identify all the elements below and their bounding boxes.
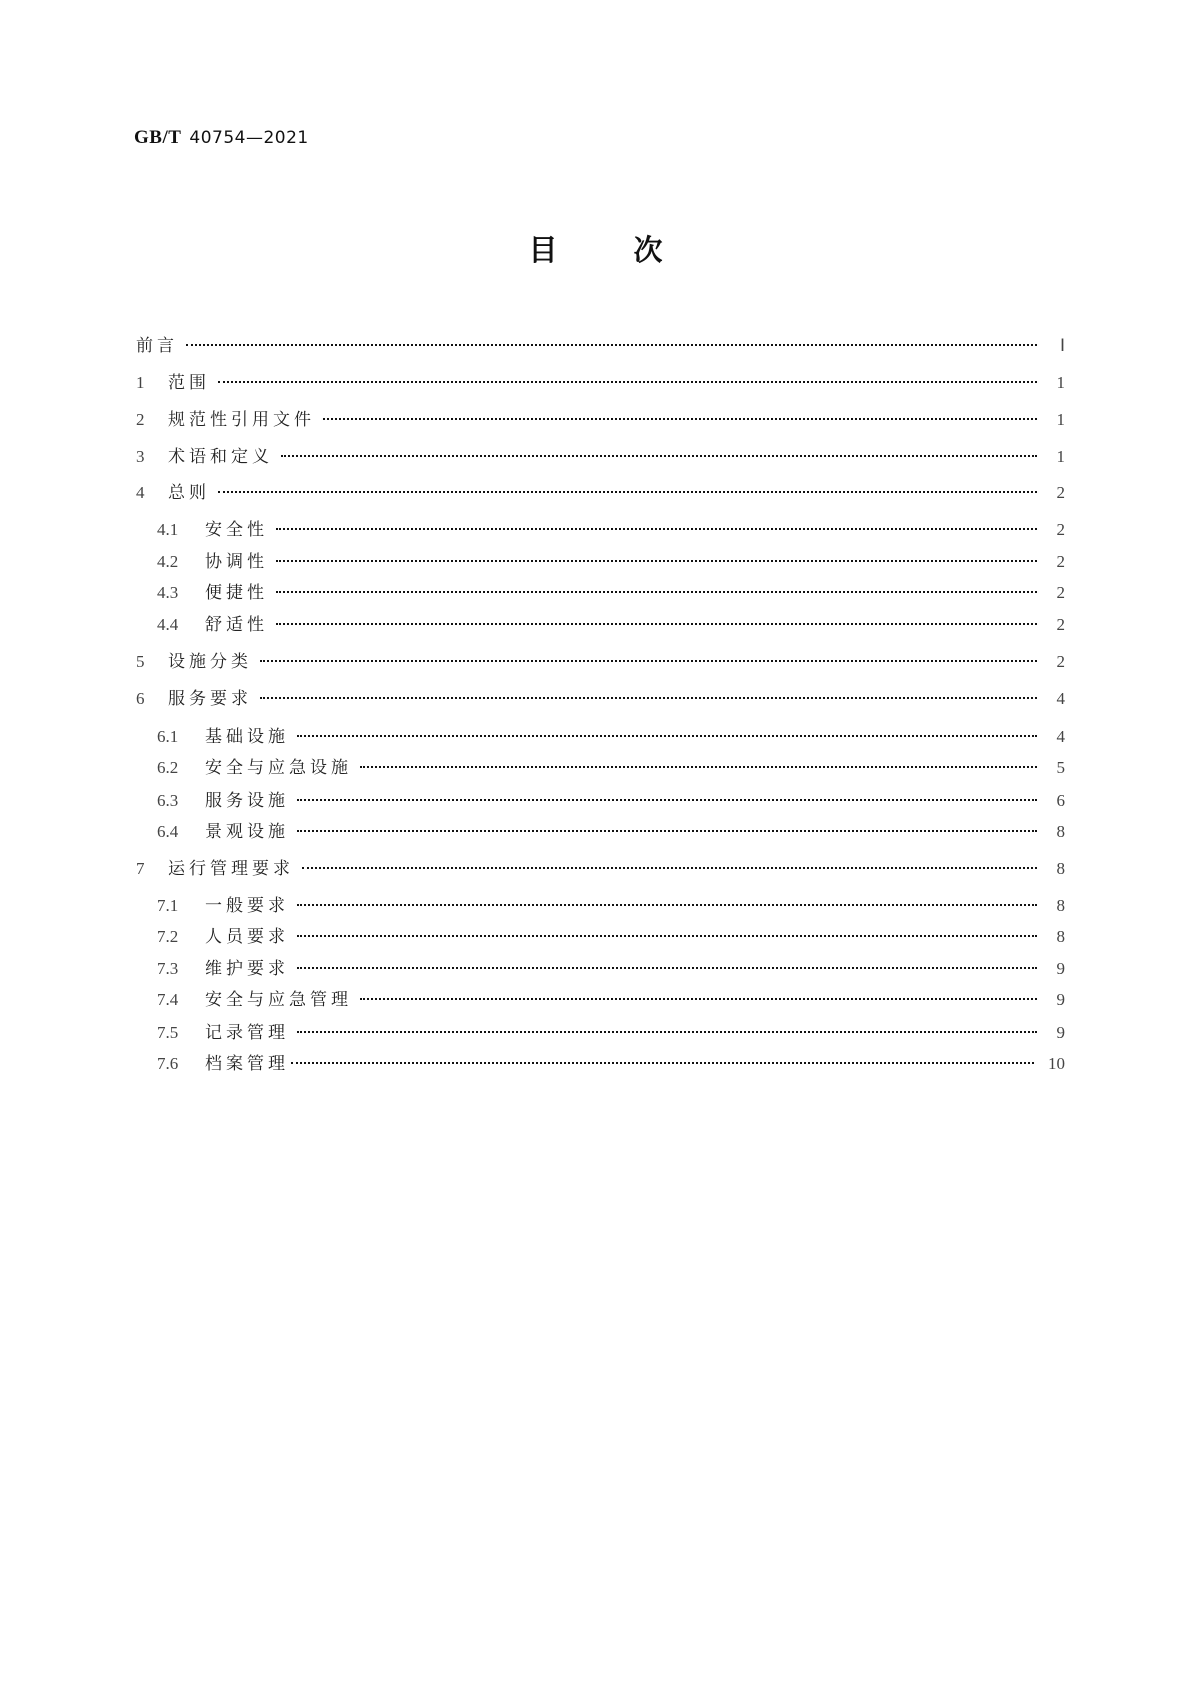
toc-number: 4.1 — [157, 520, 179, 539]
toc-label: 总则 — [168, 483, 210, 503]
toc-page: Ⅰ — [1059, 336, 1065, 355]
title-char-2: 次 — [633, 233, 663, 267]
toc-entry[interactable] — [136, 405, 1065, 429]
dot-leader — [186, 344, 1037, 346]
toc-page: 10 — [1048, 1054, 1065, 1073]
toc-entry[interactable] — [136, 854, 1065, 878]
dot-leader — [276, 623, 1037, 625]
dot-leader — [302, 867, 1037, 869]
toc-page: 2 — [1056, 583, 1065, 602]
toc-number: 6.3 — [157, 791, 179, 810]
toc-label: 安全性 — [205, 520, 268, 540]
toc-entry[interactable] — [157, 1049, 1065, 1073]
toc-page: 6 — [1056, 791, 1065, 810]
dot-leader — [297, 935, 1037, 937]
toc-page: 2 — [1056, 520, 1065, 539]
toc-number: 5 — [136, 652, 145, 671]
title-char-1: 目 — [528, 233, 558, 267]
dot-leader — [260, 660, 1037, 662]
toc-number: 6.4 — [157, 822, 179, 841]
dot-leader — [297, 904, 1037, 906]
toc-label: 舒适性 — [205, 615, 268, 635]
toc-label: 便捷性 — [205, 583, 268, 603]
toc-page: 2 — [1056, 483, 1065, 502]
toc-entry[interactable] — [157, 954, 1065, 978]
toc-entry[interactable] — [136, 368, 1065, 392]
toc-page: 1 — [1056, 447, 1065, 466]
toc-entry[interactable] — [157, 610, 1065, 634]
dot-leader — [218, 381, 1037, 383]
toc-number: 4.3 — [157, 583, 179, 602]
toc-label: 基础设施 — [205, 727, 289, 747]
toc-page: 5 — [1056, 758, 1065, 777]
toc-page: 8 — [1056, 822, 1065, 841]
toc-entry[interactable] — [136, 647, 1065, 671]
toc-number: 7.1 — [157, 896, 179, 915]
toc-label: 记录管理 — [205, 1023, 289, 1043]
dot-leader — [297, 799, 1037, 801]
toc-page: 9 — [1056, 1023, 1065, 1042]
dot-leader — [297, 735, 1037, 737]
toc-page: 9 — [1056, 990, 1065, 1009]
toc-label: 设施分类 — [168, 652, 252, 672]
dot-leader — [360, 766, 1037, 768]
toc-page: 9 — [1056, 959, 1065, 978]
toc-label: 人员要求 — [205, 927, 289, 947]
dot-leader — [276, 528, 1037, 530]
toc-label: 规范性引用文件 — [168, 410, 315, 430]
dot-leader — [323, 418, 1037, 420]
toc-number: 2 — [136, 410, 145, 429]
toc-entry[interactable] — [157, 578, 1065, 602]
dot-leader — [360, 998, 1037, 1000]
toc-label: 术语和定义 — [168, 447, 273, 467]
toc-page: 8 — [1056, 927, 1065, 946]
toc-label: 服务要求 — [168, 689, 252, 709]
toc-entry[interactable] — [157, 515, 1065, 539]
toc-page: 1 — [1056, 410, 1065, 429]
toc-number: 7.2 — [157, 927, 179, 946]
toc-label: 安全与应急管理 — [205, 990, 352, 1010]
toc-page: 4 — [1056, 689, 1065, 708]
toc-entry[interactable] — [157, 547, 1065, 571]
toc-entry[interactable] — [136, 442, 1065, 466]
dot-leader — [260, 697, 1037, 699]
toc-number: 7.6 — [157, 1054, 179, 1073]
toc-number: 7.4 — [157, 990, 179, 1009]
toc-label: 前言 — [136, 336, 178, 356]
toc-number: 3 — [136, 447, 145, 466]
toc-entry[interactable] — [157, 817, 1065, 841]
toc-number: 7.5 — [157, 1023, 179, 1042]
toc-label: 范围 — [168, 373, 210, 393]
toc-label: 一般要求 — [205, 896, 289, 916]
toc-number: 4 — [136, 483, 145, 502]
toc-label: 安全与应急设施 — [205, 758, 352, 778]
dot-leader — [276, 591, 1037, 593]
toc-entry[interactable] — [157, 891, 1065, 915]
standard-number: 40754—2021 — [189, 128, 309, 148]
toc-number: 7 — [136, 859, 145, 878]
dot-leader — [276, 560, 1037, 562]
dot-leader — [297, 967, 1037, 969]
toc-number: 6.2 — [157, 758, 179, 777]
toc-label: 档案管理 — [205, 1054, 289, 1074]
toc-number: 4.4 — [157, 615, 179, 634]
toc-number: 6 — [136, 689, 145, 708]
toc-page: 2 — [1056, 615, 1065, 634]
toc-number: 1 — [136, 373, 145, 392]
toc-entry[interactable] — [136, 684, 1065, 708]
dot-leader — [297, 1031, 1037, 1033]
toc-label: 维护要求 — [205, 959, 289, 979]
toc-number: 7.3 — [157, 959, 179, 978]
dot-leader — [218, 491, 1037, 493]
toc-number: 4.2 — [157, 552, 179, 571]
toc-page: 2 — [1056, 652, 1065, 671]
toc-entry[interactable] — [136, 478, 1065, 502]
toc-page: 8 — [1056, 859, 1065, 878]
toc-entry-foreword[interactable] — [136, 331, 1065, 355]
toc-label: 运行管理要求 — [168, 859, 294, 879]
toc-entry[interactable] — [157, 922, 1065, 946]
standard-code: GB/T — [134, 127, 182, 148]
toc-entry[interactable] — [157, 1018, 1065, 1042]
toc-entry[interactable] — [157, 753, 1065, 777]
toc-label: 服务设施 — [205, 791, 289, 811]
toc-entry[interactable] — [157, 985, 1065, 1009]
toc-page: 2 — [1056, 552, 1065, 571]
dot-leader — [281, 455, 1037, 457]
toc-page: 1 — [1056, 373, 1065, 392]
toc-page: 8 — [1056, 896, 1065, 915]
toc-entry[interactable] — [157, 722, 1065, 746]
toc-label: 协调性 — [205, 552, 268, 572]
dot-leader — [297, 830, 1037, 832]
toc-number: 6.1 — [157, 727, 179, 746]
dot-leader — [291, 1062, 1034, 1064]
toc-page: 4 — [1056, 727, 1065, 746]
toc-label: 景观设施 — [205, 822, 289, 842]
toc-entry[interactable] — [157, 786, 1065, 810]
